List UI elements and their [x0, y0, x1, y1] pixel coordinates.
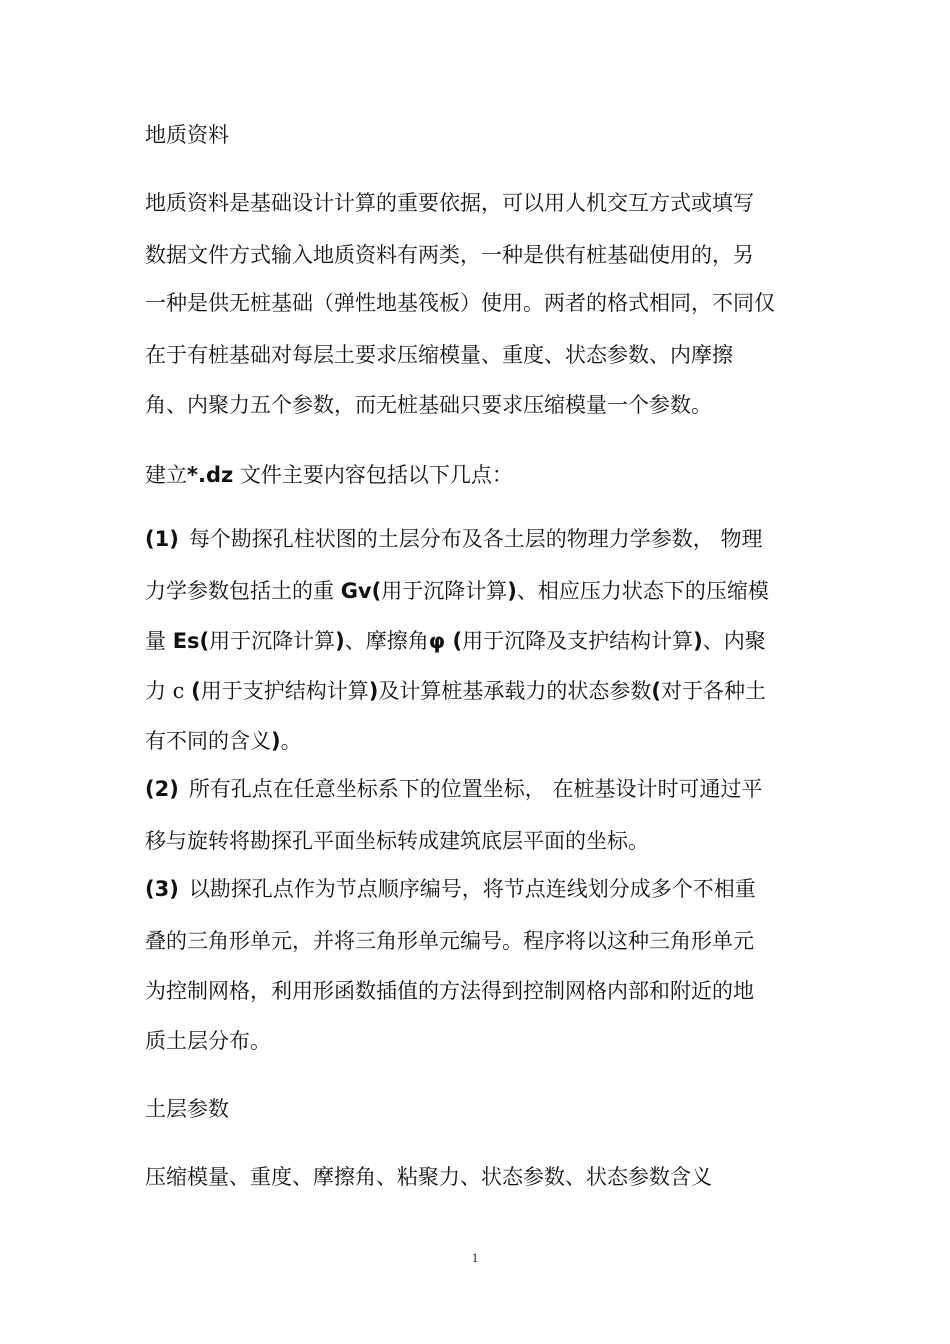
item1-paren-2d: ) [507, 579, 517, 603]
intro-line-3: 一种是供无桩基础（弹性地基筏板）使用。两者的格式相同，不同仅 [145, 291, 775, 315]
item1-paren-3h: ) [693, 629, 703, 653]
item3-line-1 [145, 874, 756, 904]
item1-text-3g: 用于沉降及支护结构计算 [462, 629, 694, 653]
page-number: 1 [471, 1250, 479, 1265]
item2-text-1: 所有孔点在任意坐标系下的位置坐标， 在桩基设计时可通过平 [188, 777, 763, 801]
item1-number: (1) [145, 527, 179, 551]
item1-text-1: 每个勘探孔柱状图的土层分布及各土层的物理力学参数， 物理 [188, 527, 763, 551]
file-extension-code: *.dz [187, 463, 234, 487]
item2-line-1 [145, 774, 763, 804]
item1-text-5c: 。 [280, 729, 302, 753]
item1-text-3e: 、摩擦角 [344, 629, 429, 653]
item1-paren-4f: ( [651, 679, 661, 703]
intro-line-1: 地质资料是基础设计计算的重要依据，可以用人机交互方式或填写 [145, 191, 754, 215]
intro-line-2: 数据文件方式输入地质资料有两类，一种是供有桩基础使用的，另 [145, 243, 754, 267]
item1-text-2c: 用于沉降计算 [381, 579, 508, 603]
item1-es-symbol: Es( [172, 629, 210, 653]
item1-paren-4b: ( [191, 679, 201, 703]
item1-text-5a: 有不同的含义 [145, 729, 271, 753]
item1-text-2a: 力学参数包括土的重 [145, 579, 341, 603]
item1-paren-3d: ) [335, 629, 345, 653]
file-intro [145, 460, 513, 490]
item3-line-3: 为控制网格，利用形函数插值的方法得到控制网格内部和附近的地 [145, 979, 754, 1003]
item2-number: (2) [145, 777, 179, 801]
item1-text-3i: 、内聚 [702, 629, 766, 653]
item1-text-4g: 对于各种土 [660, 679, 766, 703]
item3-line-4: 质土层分布。 [145, 1029, 271, 1053]
item1-paren-5b: ) [271, 729, 281, 753]
item1-line-1 [145, 524, 763, 554]
item1-line-2 [145, 576, 769, 606]
item1-text-3a: 量 [145, 629, 173, 653]
item1-text-2e: 、相应压力状态下的压缩模 [516, 579, 769, 603]
item1-text-4a: 力 c [145, 679, 192, 703]
section-heading-soil-params: 土层参数 [145, 1097, 229, 1121]
item1-phi-symbol: φ ( [428, 629, 463, 653]
item1-gv-symbol: Gv( [340, 579, 382, 603]
item1-text-4e: 及计算桩基承载力的状态参数 [378, 679, 652, 703]
item1-text-3c: 用于沉降计算 [209, 629, 336, 653]
item3-line-2: 叠的三角形单元，并将三角形单元编号。程序将以这种三角形单元 [145, 929, 754, 953]
item3-text-1: 以勘探孔点作为节点顺序编号，将节点连线划分成多个不相重 [188, 877, 756, 901]
section-heading-geology: 地质资料 [145, 123, 229, 147]
item1-line-5 [145, 726, 302, 756]
soil-params-list: 压缩模量、重度、摩擦角、粘聚力、状态参数、状态参数含义 [145, 1165, 712, 1189]
item2-line-2: 移与旋转将勘探孔平面坐标转成建筑底层平面的坐标。 [145, 829, 649, 853]
file-intro-before: 建立 [145, 463, 187, 487]
intro-line-5: 角、内聚力五个参数，而无桩基础只要求压缩模量一个参数。 [145, 393, 712, 417]
item3-number: (3) [145, 877, 179, 901]
item1-paren-4d: ) [368, 679, 379, 703]
intro-line-4: 在于有桩基础对每层土要求压缩模量、重度、状态参数、内摩擦 [145, 343, 733, 367]
item1-line-4 [145, 676, 766, 706]
item1-line-3 [145, 626, 766, 656]
file-intro-after: 文件主要内容包括以下几点： [233, 463, 513, 487]
item1-text-4c: 用于支护结构计算 [200, 679, 369, 703]
